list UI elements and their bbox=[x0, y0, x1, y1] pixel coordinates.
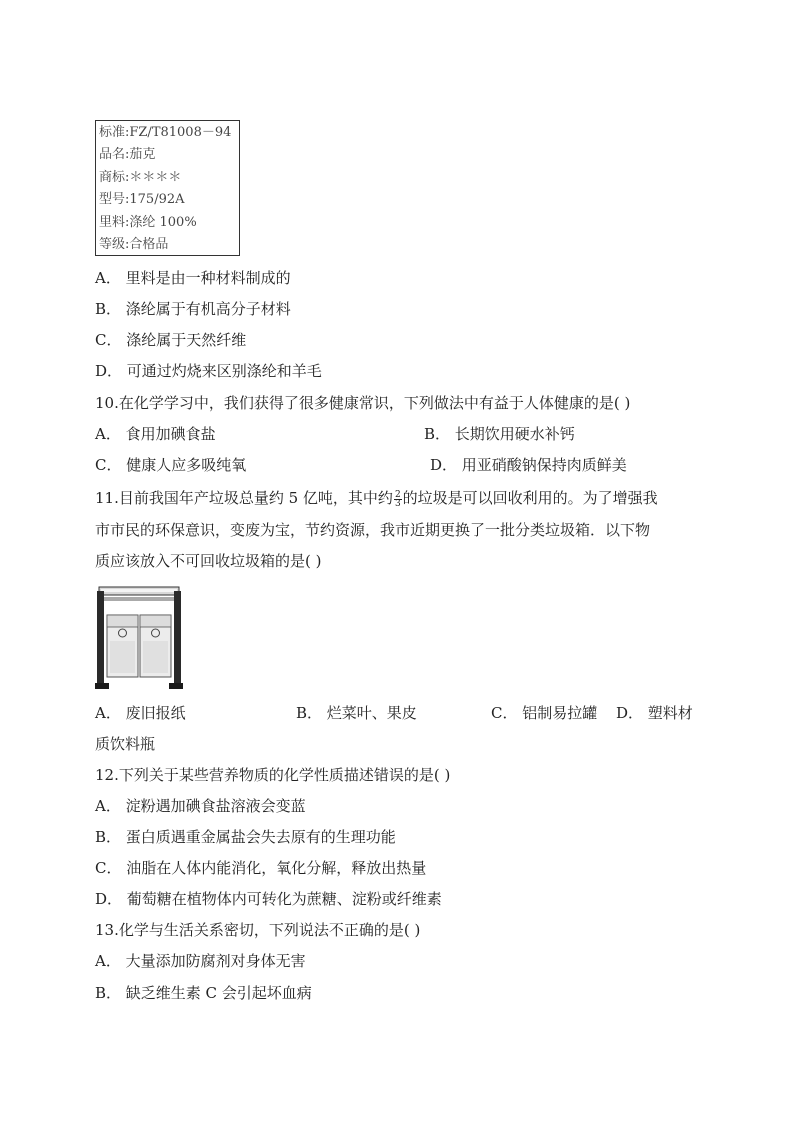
q9-option-d: D． 可通过灼烧来区别涤纶和羊毛 bbox=[95, 362, 322, 380]
q11-stem-line1 bbox=[95, 488, 658, 508]
q11-option-d: D． 塑料材 bbox=[616, 704, 693, 722]
fraction bbox=[394, 491, 402, 508]
q11-stem-part1: 11.目前我国年产垃圾总量约 5 亿吨，其中约 bbox=[95, 489, 393, 507]
q12-option-d: D． 葡萄糖在植物体内可转化为蔗糖、淀粉或纤维素 bbox=[95, 890, 442, 908]
q11-stem-line2: 市市民的环保意识，变废为宝，节约资源，我市近期更换了一批分类垃圾箱．以下物 bbox=[95, 521, 651, 539]
q13-option-b: B． 缺乏维生素 C 会引起坏血病 bbox=[95, 984, 312, 1002]
label-standard: 标准:FZ/T81008－94 bbox=[99, 125, 232, 140]
clothing-label bbox=[95, 120, 240, 256]
q11-option-c: C． 铝制易拉罐 bbox=[491, 704, 598, 722]
q9-option-b: B． 涤纶属于有机高分子材料 bbox=[95, 300, 291, 318]
q9-option-a: A． 里料是由一种材料制成的 bbox=[95, 269, 291, 287]
q13-stem: 13.化学与生活关系密切，下列说法不正确的是( ) bbox=[95, 921, 421, 939]
fraction-denominator: 3 bbox=[394, 498, 401, 509]
q12-option-b: B． 蛋白质遇重金属盐会失去原有的生理功能 bbox=[95, 828, 396, 846]
label-grade: 等级:合格品 bbox=[99, 237, 169, 253]
q10-option-a: A． 食用加碘食盐 bbox=[95, 425, 216, 443]
label-lining: 里料:涤纶 100% bbox=[99, 214, 197, 230]
recycling-bin-image bbox=[95, 583, 183, 693]
q9-option-c: C． 涤纶属于天然纤维 bbox=[95, 331, 247, 349]
q12-stem: 12.下列关于某些营养物质的化学性质描述错误的是( ) bbox=[95, 766, 451, 784]
q10-stem: 10.在化学学习中，我们获得了很多健康常识，下列做法中有益于人体健康的是( ) bbox=[95, 394, 631, 412]
q10-option-b: B． 长期饮用硬水补钙 bbox=[424, 425, 575, 443]
q12-option-c: C． 油脂在人体内能消化，氧化分解，释放出热量 bbox=[95, 859, 427, 877]
q13-option-a: A． 大量添加防腐剂对身体无害 bbox=[95, 952, 306, 970]
label-trademark: 商标:＊＊＊＊ bbox=[99, 169, 182, 185]
q11-option-d-continuation: 质饮料瓶 bbox=[95, 735, 156, 753]
q11-option-a: A． 废旧报纸 bbox=[95, 704, 186, 722]
q11-stem-line3: 质应该放入不可回收垃圾箱的是( ) bbox=[95, 552, 322, 570]
label-product-name: 品名:茄克 bbox=[99, 147, 156, 163]
fraction-numerator: 2 bbox=[394, 489, 401, 500]
q11-stem-part2: 的垃圾是可以回收利用的。为了增强我 bbox=[402, 489, 658, 507]
label-model: 型号:175/92A bbox=[99, 192, 185, 208]
q12-option-a: A． 淀粉遇加碘食盐溶液会变蓝 bbox=[95, 797, 306, 815]
q10-option-d: D． 用亚硝酸钠保持肉质鲜美 bbox=[430, 456, 627, 474]
q11-option-b: B． 烂菜叶、果皮 bbox=[296, 704, 417, 722]
q10-option-c: C． 健康人应多吸纯氧 bbox=[95, 456, 247, 474]
